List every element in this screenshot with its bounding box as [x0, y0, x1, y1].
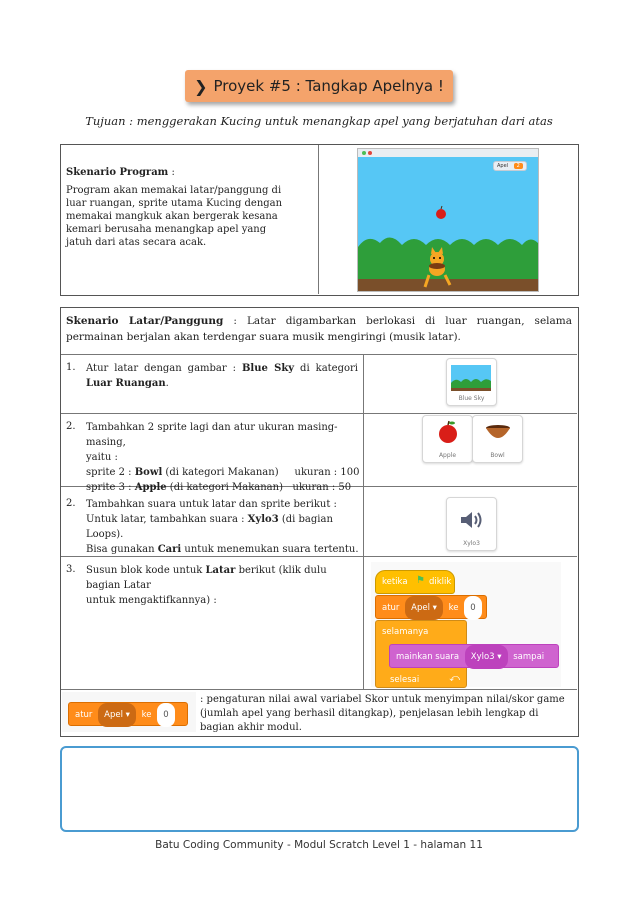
goal-text: Tujuan : menggerakan Kucing untuk menangkap apel yang berjatuhan dari atas: [85, 114, 553, 128]
stage-scene: [358, 149, 538, 291]
step-2-text: Tambahkan 2 sprite lagi dan atur ukuran masing-masing, yaitu : sprite 2 : Bowl (di kategori Makanan) ukuran : 100 sprite 3 : Apple (di kategori Makanan) ukuran : 50: [86, 422, 360, 493]
variable-dropdown[interactable]: Apel ▾: [405, 596, 443, 620]
speaker-icon: [459, 510, 485, 530]
blue-sky-image: [451, 365, 491, 391]
bowl-sprite-thumbnail: [472, 415, 523, 463]
step-3-text: Tambahkan suara untuk latar dan sprite berikut : Untuk latar, tambahkan suara : Xylo3 (di bagian Loops). Bisa gunakan Cari untuk menemukan suara tertentu.: [86, 499, 359, 555]
code-script: [371, 562, 561, 687]
backdrop-description: Skenario Latar/Panggung : Latar digambarkan berlokasi di luar ruangan, selama permainan berjalan akan terdengar suara musik mengiringi (musik latar).: [66, 315, 572, 343]
stage-preview: [357, 148, 539, 292]
step-4-text: Susun blok kode untuk Latar berikut (klik dulu bagian Latar untuk mengaktifkannya) :: [86, 565, 327, 606]
apple-caption: Apple: [438, 452, 457, 459]
step-4-number: 3.: [66, 564, 76, 575]
step-2-number: 2.: [66, 421, 76, 432]
step-1-text: Atur latar dengan gambar : Blue Sky di kategori Luar Ruangan.: [86, 363, 358, 389]
bowl-icon: [484, 424, 512, 442]
green-flag-icon: ⚑: [416, 575, 425, 586]
chevron-right-icon: ❯: [194, 76, 208, 96]
sound-dropdown[interactable]: Xylo3 ▾: [465, 645, 508, 669]
when-flag-clicked-block[interactable]: ketika ⚑ diklik: [375, 570, 455, 594]
scenario-heading: Skenario Program :: [66, 167, 175, 178]
apple-icon: [437, 420, 459, 444]
notes-frame: [60, 746, 579, 832]
sound-thumbnail: [446, 497, 497, 551]
step-1-number: 1.: [66, 362, 76, 373]
set-variable-block[interactable]: atur Apel ▾ ke 0: [375, 595, 487, 619]
loop-arrow-icon: ⤺: [449, 673, 460, 684]
backdrop-thumbnail: [446, 358, 497, 406]
backdrop-caption: Blue Sky: [458, 395, 485, 402]
apple-sprite-thumbnail: [422, 415, 473, 463]
scenario-body: Program akan memakai latar/panggung di luar ruangan, sprite utama Kucing dengan memakai mangkuk akan bergerak kesana kemari berusaha menangkap apel yang jatuh dari atas secara acak.: [66, 185, 283, 248]
project-title: Proyek #5 : Tangkap Apelnya !: [213, 77, 444, 95]
project-title-banner: [185, 70, 453, 102]
set-variable-block-example[interactable]: atur Apel ▾ ke 0: [68, 702, 188, 726]
play-sound-block[interactable]: mainkan suara Xylo3 ▾ sampai selesai: [389, 644, 559, 668]
step-3-number: 2.: [66, 498, 76, 509]
page-footer: Batu Coding Community - Modul Scratch Level 1 - halaman 11: [155, 839, 483, 851]
variable-monitor: Apel 2: [493, 161, 527, 171]
note-text: : pengaturan nilai awal variabel Skor untuk menyimpan nilai/skor game (jumlah apel yang berhasil ditangkap), penjelasan lebih lengkap di bagian akhir modul.: [200, 694, 565, 733]
apple-sprite: [436, 209, 446, 219]
sound-caption: Xylo3: [463, 540, 480, 547]
note-block-image: [62, 692, 196, 732]
value-input[interactable]: 0: [464, 596, 481, 620]
forever-block[interactable]: selamanya ⤺: [375, 620, 467, 688]
bowl-caption: Bowl: [490, 452, 505, 459]
